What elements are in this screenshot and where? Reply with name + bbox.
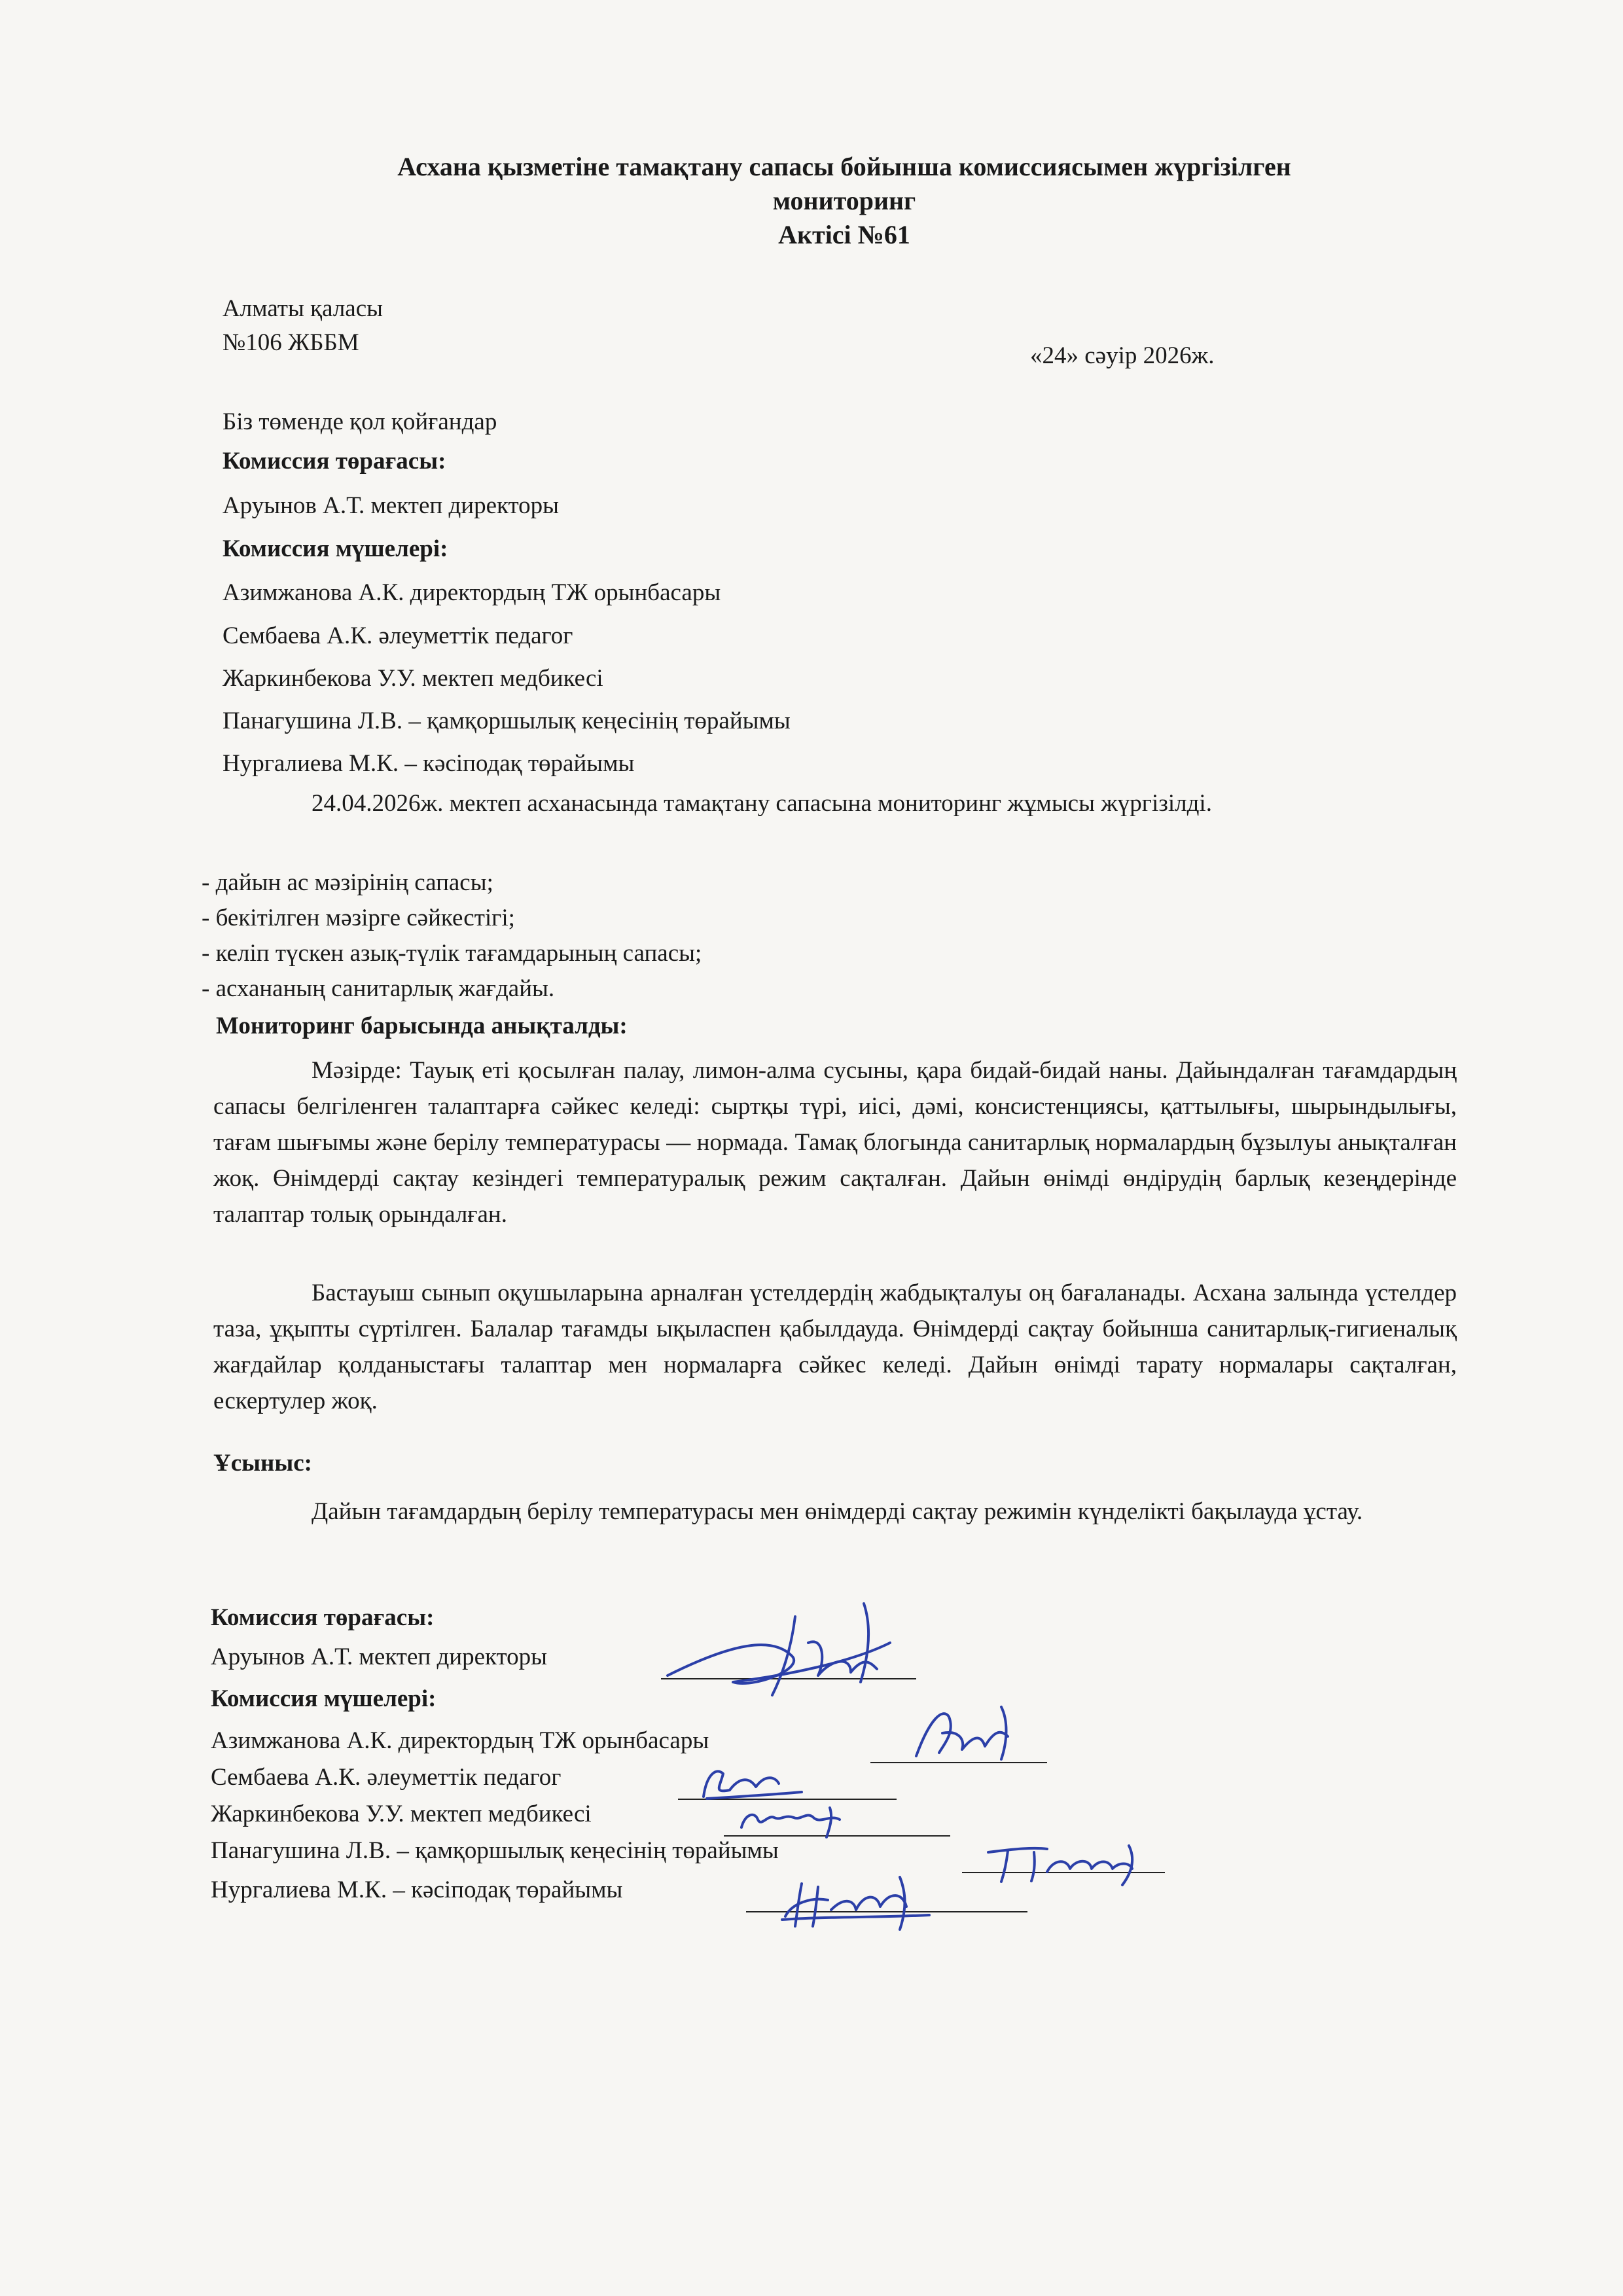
document-title-line2: мониторинг [772,186,916,215]
signature-member-name: Азимжанова А.К. директордың ТЖ орынбасары [211,1727,709,1754]
intro-text: Біз төменде қол қойғандар [223,408,497,435]
member-item: Азимжанова А.К. директордың ТЖ орынбасары [223,579,721,606]
findings-paragraph-2: Бастауыш сынып оқушыларына арналған үстелдердің жабдықталуы оң бағаланады. Асхана залында үстелдер таза, ұқыпты сүртілген. Балалар тағамды ықыласпен қабылдауда. Өнімдерді сақтау бойынша санитарлық-гигиеналық жағдайлар қолданыстағы талаптар мен нормаларға сәйкес келеді. Дайын өнімді тарату нормалары сақталған, ескертулер жоқ. [213,1280,1457,1414]
chair-name: Аруынов А.Т. мектеп директоры [223,492,560,519]
signature-member-name: Жаркинбекова У.У. мектеп медбикесі [211,1801,592,1827]
member-item: Нургалиева М.К. – кәсіподақ төрайымы [223,750,635,777]
recommendation-heading: Ұсыныс: [213,1450,312,1477]
member-item: Сембаева А.К. әлеуметтік педагог [223,622,573,649]
chair-heading: Комиссия төрағасы: [223,448,446,475]
signature-member-name: Нургалиева М.К. – кәсіподақ төрайымы [211,1876,623,1903]
monitoring-paragraph: 24.04.2026ж. мектеп асханасында тамақтану сапасына мониторинг жұмысы жүргізілді. [312,790,1212,817]
findings-paragraph-1: Мәзірде: Тауық еті қосылған палау, лимон-алма сусыны, қара бидай-бидай наны. Дайындалған тағамдардың сапасы белгіленген талаптарға сәйкес келеді: сыртқы түрі, иісі, дәмі, консистенциясы, қаттылығы, шырындылығы, тағам шығымы және берілу температурасы — нормада. Тамақ блогында санитарлық нормалардың бұзылуы анықталған жоқ. Өнімдерді сақтау кезіндегі температуралық режим сақталған. Дайын өнімді өндірудің барлық кезеңдерінде талаптар толық орындалған. [213,1057,1457,1228]
signature-member-name: Панагушина Л.В. – қамқоршылық кеңесінің төрайымы [211,1837,779,1864]
checklist-item: - бекітілген мәзірге сәйкестігі; [202,905,515,931]
findings-heading: Мониторинг барысында анықталды: [216,1013,628,1039]
signature-chair-name: Аруынов А.Т. мектеп директоры [211,1643,548,1670]
recommendation-text: Дайын тағамдардың берілу температурасы мен өнімдерді сақтау режимін күнделікті бақылауда ұстау. [312,1498,1363,1525]
signature-member-name: Сембаева А.К. әлеуметтік педагог [211,1764,562,1791]
document-title-line1: Асхана қызметіне тамақтану сапасы бойынша комиссиясымен жүргізілген [397,152,1291,181]
city: Алматы қаласы [223,295,383,322]
document-date: «24» сәуір 2026ж. [1030,342,1215,369]
member-item: Панагушина Л.В. – қамқоршылық кеңесінің төрайымы [223,708,791,734]
members-heading: Комиссия мүшелері: [223,535,448,562]
checklist-item: - дайын ас мәзірінің сапасы; [202,869,493,896]
signature-chair-heading: Комиссия төрағасы: [211,1604,435,1631]
member-item: Жаркинбекова У.У. мектеп медбикесі [223,665,603,692]
checklist-item: - асхананың санитарлық жағдайы. [202,975,555,1002]
signature-members-heading: Комиссия мүшелері: [211,1685,437,1712]
checklist-item: - келіп түскен азық-түлік тағамдарының сапасы; [202,940,702,967]
school-name: №106 ЖББМ [223,329,359,356]
document-title-line3: Актісі №61 [778,220,910,249]
